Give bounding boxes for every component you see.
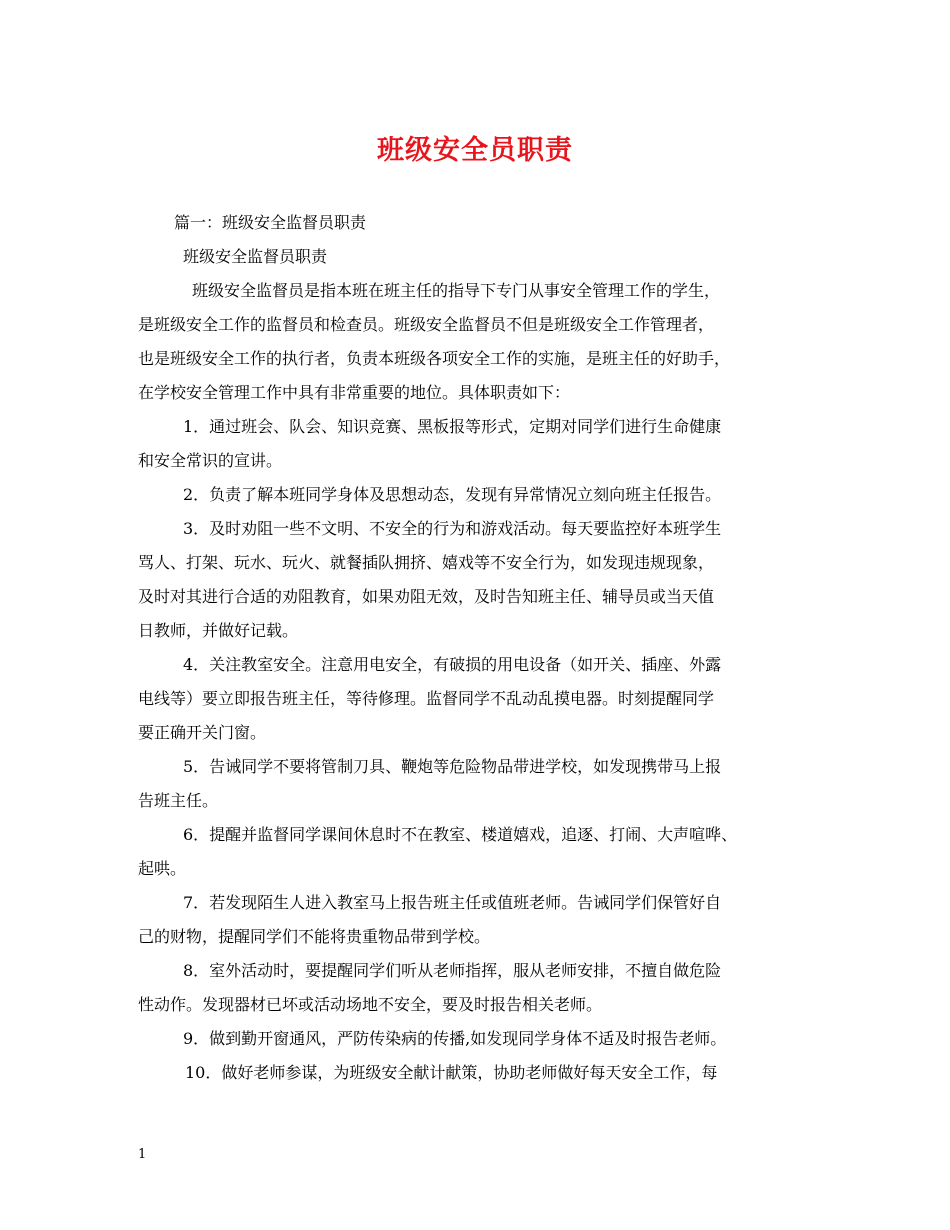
duty-item-3-cont: 骂人、打架、玩水、玩火、就餐插队拥挤、嬉戏等不安全行为，如发现违规现象， [138, 553, 715, 572]
document-body [138, 206, 828, 1090]
page-number: 1 [138, 1147, 147, 1162]
duty-item-1-cont: 和安全常识的宣讲。 [138, 451, 283, 470]
section-heading: 篇一：班级安全监督员职责 [174, 213, 367, 232]
duty-item-10: 10．做好老师参谋，为班级安全献计献策，协助老师做好每天安全工作，每 [185, 1063, 718, 1082]
duty-item-9: 9．做到勤开窗通风，严防传染病的传播,如发现同学身体不适及时报告老师。 [183, 1029, 727, 1048]
duty-item-3-cont: 及时对其进行合适的劝阻教育，如果劝阻无效，及时告知班主任、辅导员或当天值 [138, 587, 715, 606]
duty-item-6: 6．提醒并监督同学课间休息时不在教室、楼道嬉戏，追逐、打闹、大声喧哗、 [183, 825, 738, 844]
duty-item-7-cont: 己的财物，提醒同学们不能将贵重物品带到学校。 [138, 927, 491, 946]
intro-line: 也是班级安全工作的执行者，负责本班级各项安全工作的实施，是班主任的好助手， [138, 349, 731, 368]
sub-heading: 班级安全监督员职责 [183, 247, 328, 266]
duty-item-1: 1．通过班会、队会、知识竞赛、黑板报等形式，定期对同学们进行生命健康 [183, 417, 722, 436]
duty-item-5-cont: 告班主任。 [138, 791, 219, 810]
duty-item-6-cont: 起哄。 [138, 859, 187, 878]
duty-item-4: 4．关注教室安全。注意用电安全，有破损的用电设备（如开关、插座、外露 [183, 655, 722, 674]
intro-line: 是班级安全工作的监督员和检查员。班级安全监督员不但是班级安全工作管理者， [138, 315, 715, 334]
duty-item-8: 8．室外活动时，要提醒同学们听从老师指挥，服从老师安排，不擅自做危险 [183, 961, 722, 980]
intro-line: 班级安全监督员是指本班在班主任的指导下专门从事安全管理工作的学生， [192, 281, 721, 300]
intro-line: 在学校安全管理工作中具有非常重要的地位。具体职责如下： [138, 383, 571, 402]
duty-item-2: 2．负责了解本班同学身体及思想动态，发现有异常情况立刻向班主任报告。 [183, 485, 722, 504]
duty-item-3: 3．及时劝阻一些不文明、不安全的行为和游戏活动。每天要监控好本班学生 [183, 519, 722, 538]
duty-item-7: 7．若发现陌生人进入教室马上报告班主任或值班老师。告诫同学们保管好自 [183, 893, 722, 912]
duty-item-4-cont: 要正确开关门窗。 [138, 723, 267, 742]
duty-item-4-cont: 电线等）要立即报告班主任，等待修理。监督同学不乱动乱摸电器。时刻提醒同学 [138, 689, 715, 708]
duty-item-8-cont: 性动作。发现器材已坏或活动场地不安全，要及时报告相关老师。 [138, 995, 603, 1014]
document-title: 班级安全员职责 [377, 135, 573, 166]
duty-item-3-cont: 日教师，并做好记载。 [138, 621, 299, 640]
duty-item-5: 5．告诫同学不要将管制刀具、鞭炮等危险物品带进学校，如发现携带马上报 [183, 757, 722, 776]
